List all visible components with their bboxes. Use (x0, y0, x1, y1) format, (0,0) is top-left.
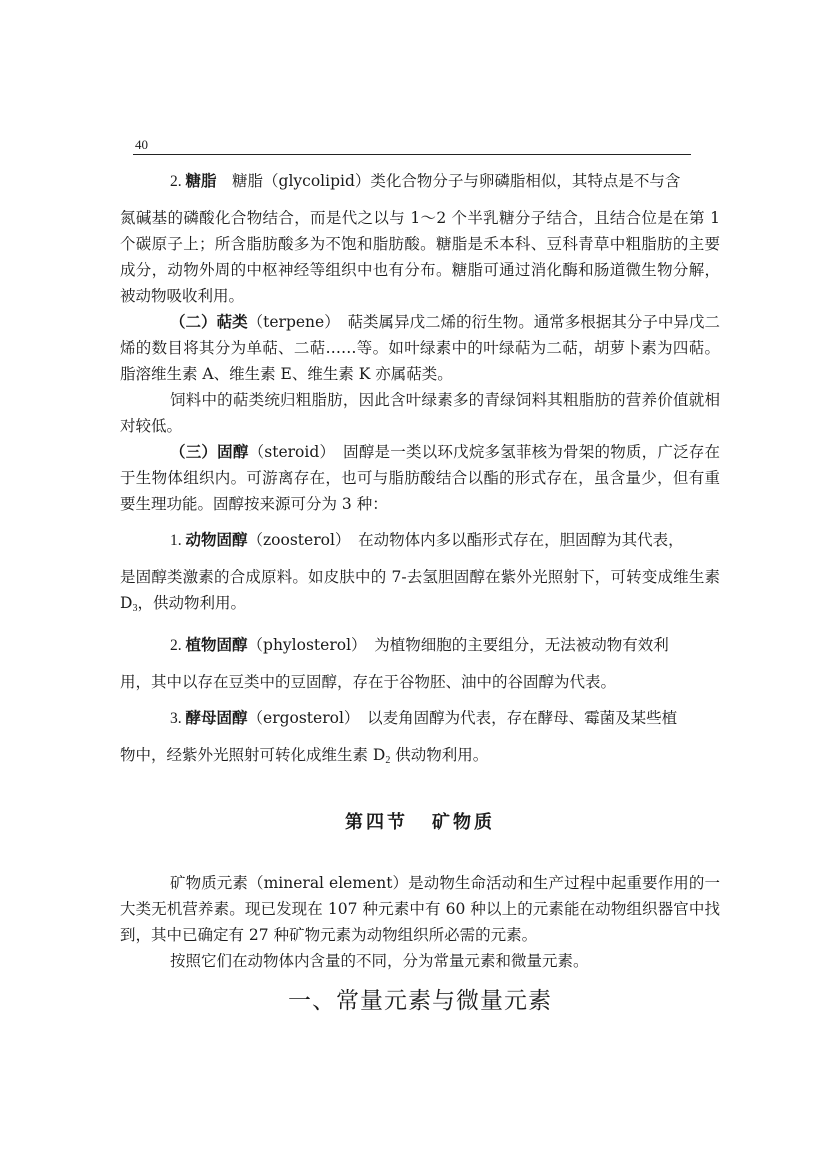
paragraph-text: 糖脂（glycolipid）类化合物分子与卵磷脂相似，其特点是不与含 (216, 172, 681, 190)
item-number: 2. (170, 637, 186, 654)
paragraph-steroid (120, 439, 720, 517)
page-number: 40 (135, 137, 148, 152)
paragraph-mineral: 矿物质元素（mineral element）是动物生命活动和生产过程中起重要作用的一大类无机营养素。现已发现在 107 种元素中有 60 种以上的元素能在动物组织器官中找到，其中已确定有 27 种矿物元素为动物组织所必需的元素。 (120, 874, 720, 944)
paragraph-glycolipid-line1 (120, 168, 720, 195)
item-number: 1. (170, 532, 186, 549)
paragraph-zoosterol-line1 (120, 527, 720, 554)
paragraph-text: （phylosterol） 为植物细胞的主要组分，无法被动物有效利 (247, 636, 669, 654)
term-zoosterol: 动物固醇 (185, 531, 248, 549)
section-name: 矿物质 (432, 812, 495, 833)
paragraph-text: ，供动物利用。 (137, 594, 246, 612)
paragraph-text: 是固醇类激素的合成原料。如皮肤中的 7-去氢胆固醇在紫外光照射下，可转变成维生素 D (120, 568, 720, 612)
paragraph-phylosterol-line1 (120, 632, 720, 659)
paragraph-text: （zoosterol） 在动物体内多以酯形式存在，胆固醇为其代表， (247, 531, 684, 549)
paragraph-text: 供动物利用。 (390, 746, 489, 764)
term-steroid: （三）固醇 (170, 443, 249, 461)
subscript: 3 (132, 603, 138, 614)
item-number: 3. (170, 710, 186, 727)
paragraph-ergosterol-body (120, 742, 720, 774)
paragraph-terpene (120, 309, 720, 387)
paragraph-zoosterol-body (120, 564, 720, 622)
term-ergosterol: 酵母固醇 (185, 709, 248, 727)
paragraph-text: （ergosterol） 以麦角固醇为代表，存在酵母、霉菌及某些植 (247, 709, 678, 727)
paragraph-phylosterol-body: 用，其中以存在豆类中的豆固醇，存在于谷物胚、油中的谷固醇为代表。 (120, 673, 617, 691)
paragraph-text: （steroid） 固醇是一类以环戊烷多氢菲核为骨架的物质，广泛存在于生物体组织内。可游离存在，也可与脂肪酸结合以酯的形式存在，虽含量少，但有重要生理功能。固醇按来源可分为 3 种： (120, 443, 720, 513)
paragraph-text: 物中，经紫外光照射可转化成维生素 D (120, 746, 386, 764)
term-glycolipid: 糖脂 (185, 172, 217, 190)
header-rule (133, 154, 691, 155)
term-terpene: （二）萜类 (170, 313, 248, 331)
section-number: 第四节 (345, 812, 408, 833)
paragraph-glycolipid-body: 氮碱基的磷酸化合物结合，而是代之以与 1～2 个半乳糖分子结合，且结合位是在第 1 个碳原子上；所含脂肪酸多为不饱和脂肪酸。糖脂是禾本科、豆科青草中粗脂肪的主要成分，动物外周的中枢神经等组织中也有分布。糖脂可通过消化酶和肠道微生物分解，被动物吸收利用。 (120, 209, 720, 305)
paragraph-text: （terpene） 萜类属异戊二烯的衍生物。通常多根据其分子中异戊二烯的数目将其分为单萜、二萜……等。如叶绿素中的叶绿萜为二萜，胡萝卜素为四萜。脂溶维生素 A、维生素 E、维生素 K 亦属萜类。 (120, 313, 720, 383)
item-number: 2. (170, 173, 186, 190)
paragraph-feed: 饲料中的萜类统归粗脂肪，因此含叶绿素多的青绿饲料其粗脂肪的营养价值就相对较低。 (120, 391, 720, 435)
section-title (120, 808, 720, 834)
subscript: 2 (385, 755, 391, 766)
paragraph-ergosterol-line1 (120, 705, 720, 732)
paragraph-classify: 按照它们在动物体内含量的不同，分为常量元素和微量元素。 (170, 952, 589, 970)
page-content (120, 168, 720, 1015)
term-phylosterol: 植物固醇 (185, 636, 248, 654)
subsection-title: 一、常量元素与微量元素 (288, 988, 552, 1014)
